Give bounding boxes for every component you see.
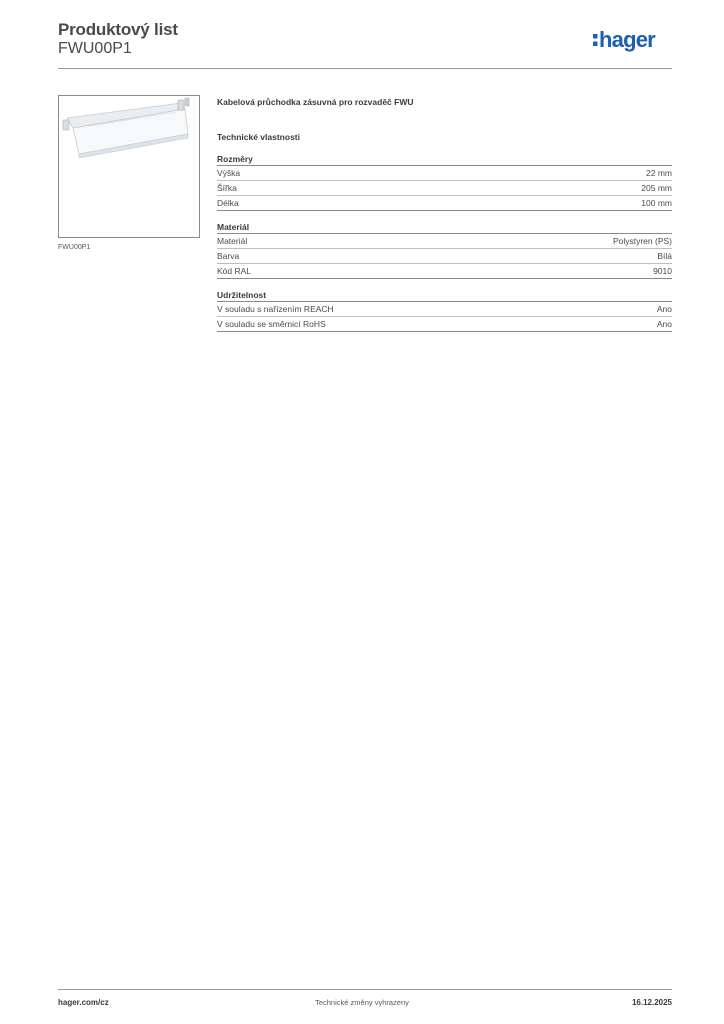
spec-value: 22 mm (646, 168, 672, 178)
spec-label: Šířka (217, 183, 237, 193)
section-sustainability (217, 289, 672, 332)
spec-label: Materiál (217, 236, 248, 246)
spec-row (217, 196, 672, 211)
section-title: Udržitelnost (217, 289, 672, 302)
spec-label: V souladu s nařízením REACH (217, 304, 334, 314)
footer-website-link[interactable]: hager.com/cz (58, 998, 109, 1007)
footer-notice: Technické změny vyhrazeny (315, 998, 409, 1007)
spec-value: 100 mm (641, 198, 672, 208)
hager-logo-icon (592, 26, 674, 56)
section-material (217, 221, 672, 279)
spec-label: Kód RAL (217, 266, 252, 276)
page-title: Produktový list (58, 20, 178, 39)
logo-wordmark: hager (599, 27, 655, 52)
section-dimensions (217, 153, 672, 211)
section-title: Materiál (217, 221, 672, 234)
spec-value: Bílá (657, 251, 672, 261)
spec-value: 205 mm (641, 183, 672, 193)
spec-value: Ano (656, 304, 672, 314)
spec-value: 9010 (653, 266, 672, 276)
spec-row (217, 302, 672, 317)
spec-value: Ano (656, 319, 672, 329)
product-image (58, 95, 200, 238)
hager-logo[interactable] (592, 26, 674, 56)
spec-row (217, 181, 672, 196)
specs-title: Technické vlastnosti (217, 132, 300, 142)
spec-value: Polystyren (PS) (612, 236, 672, 246)
spec-label: V souladu se směrnicí RoHS (217, 319, 326, 329)
product-code: FWU00P1 (58, 40, 132, 57)
product-description: Kabelová průchodka zásuvná pro rozvaděč FWU (217, 97, 414, 107)
spec-row (217, 166, 672, 181)
image-caption: FWU00P1 (58, 244, 91, 251)
header-divider (58, 68, 672, 69)
spec-label: Délka (217, 198, 239, 208)
spec-row (217, 249, 672, 264)
footer-divider (58, 989, 672, 990)
spec-row (217, 234, 672, 249)
footer-date: 16.12.2025 (631, 998, 672, 1007)
spec-label: Výška (217, 168, 241, 178)
section-title: Rozměry (217, 153, 672, 166)
spec-label: Barva (217, 251, 240, 261)
spec-row (217, 264, 672, 279)
specs-panel (217, 95, 672, 332)
spec-row (217, 317, 672, 332)
